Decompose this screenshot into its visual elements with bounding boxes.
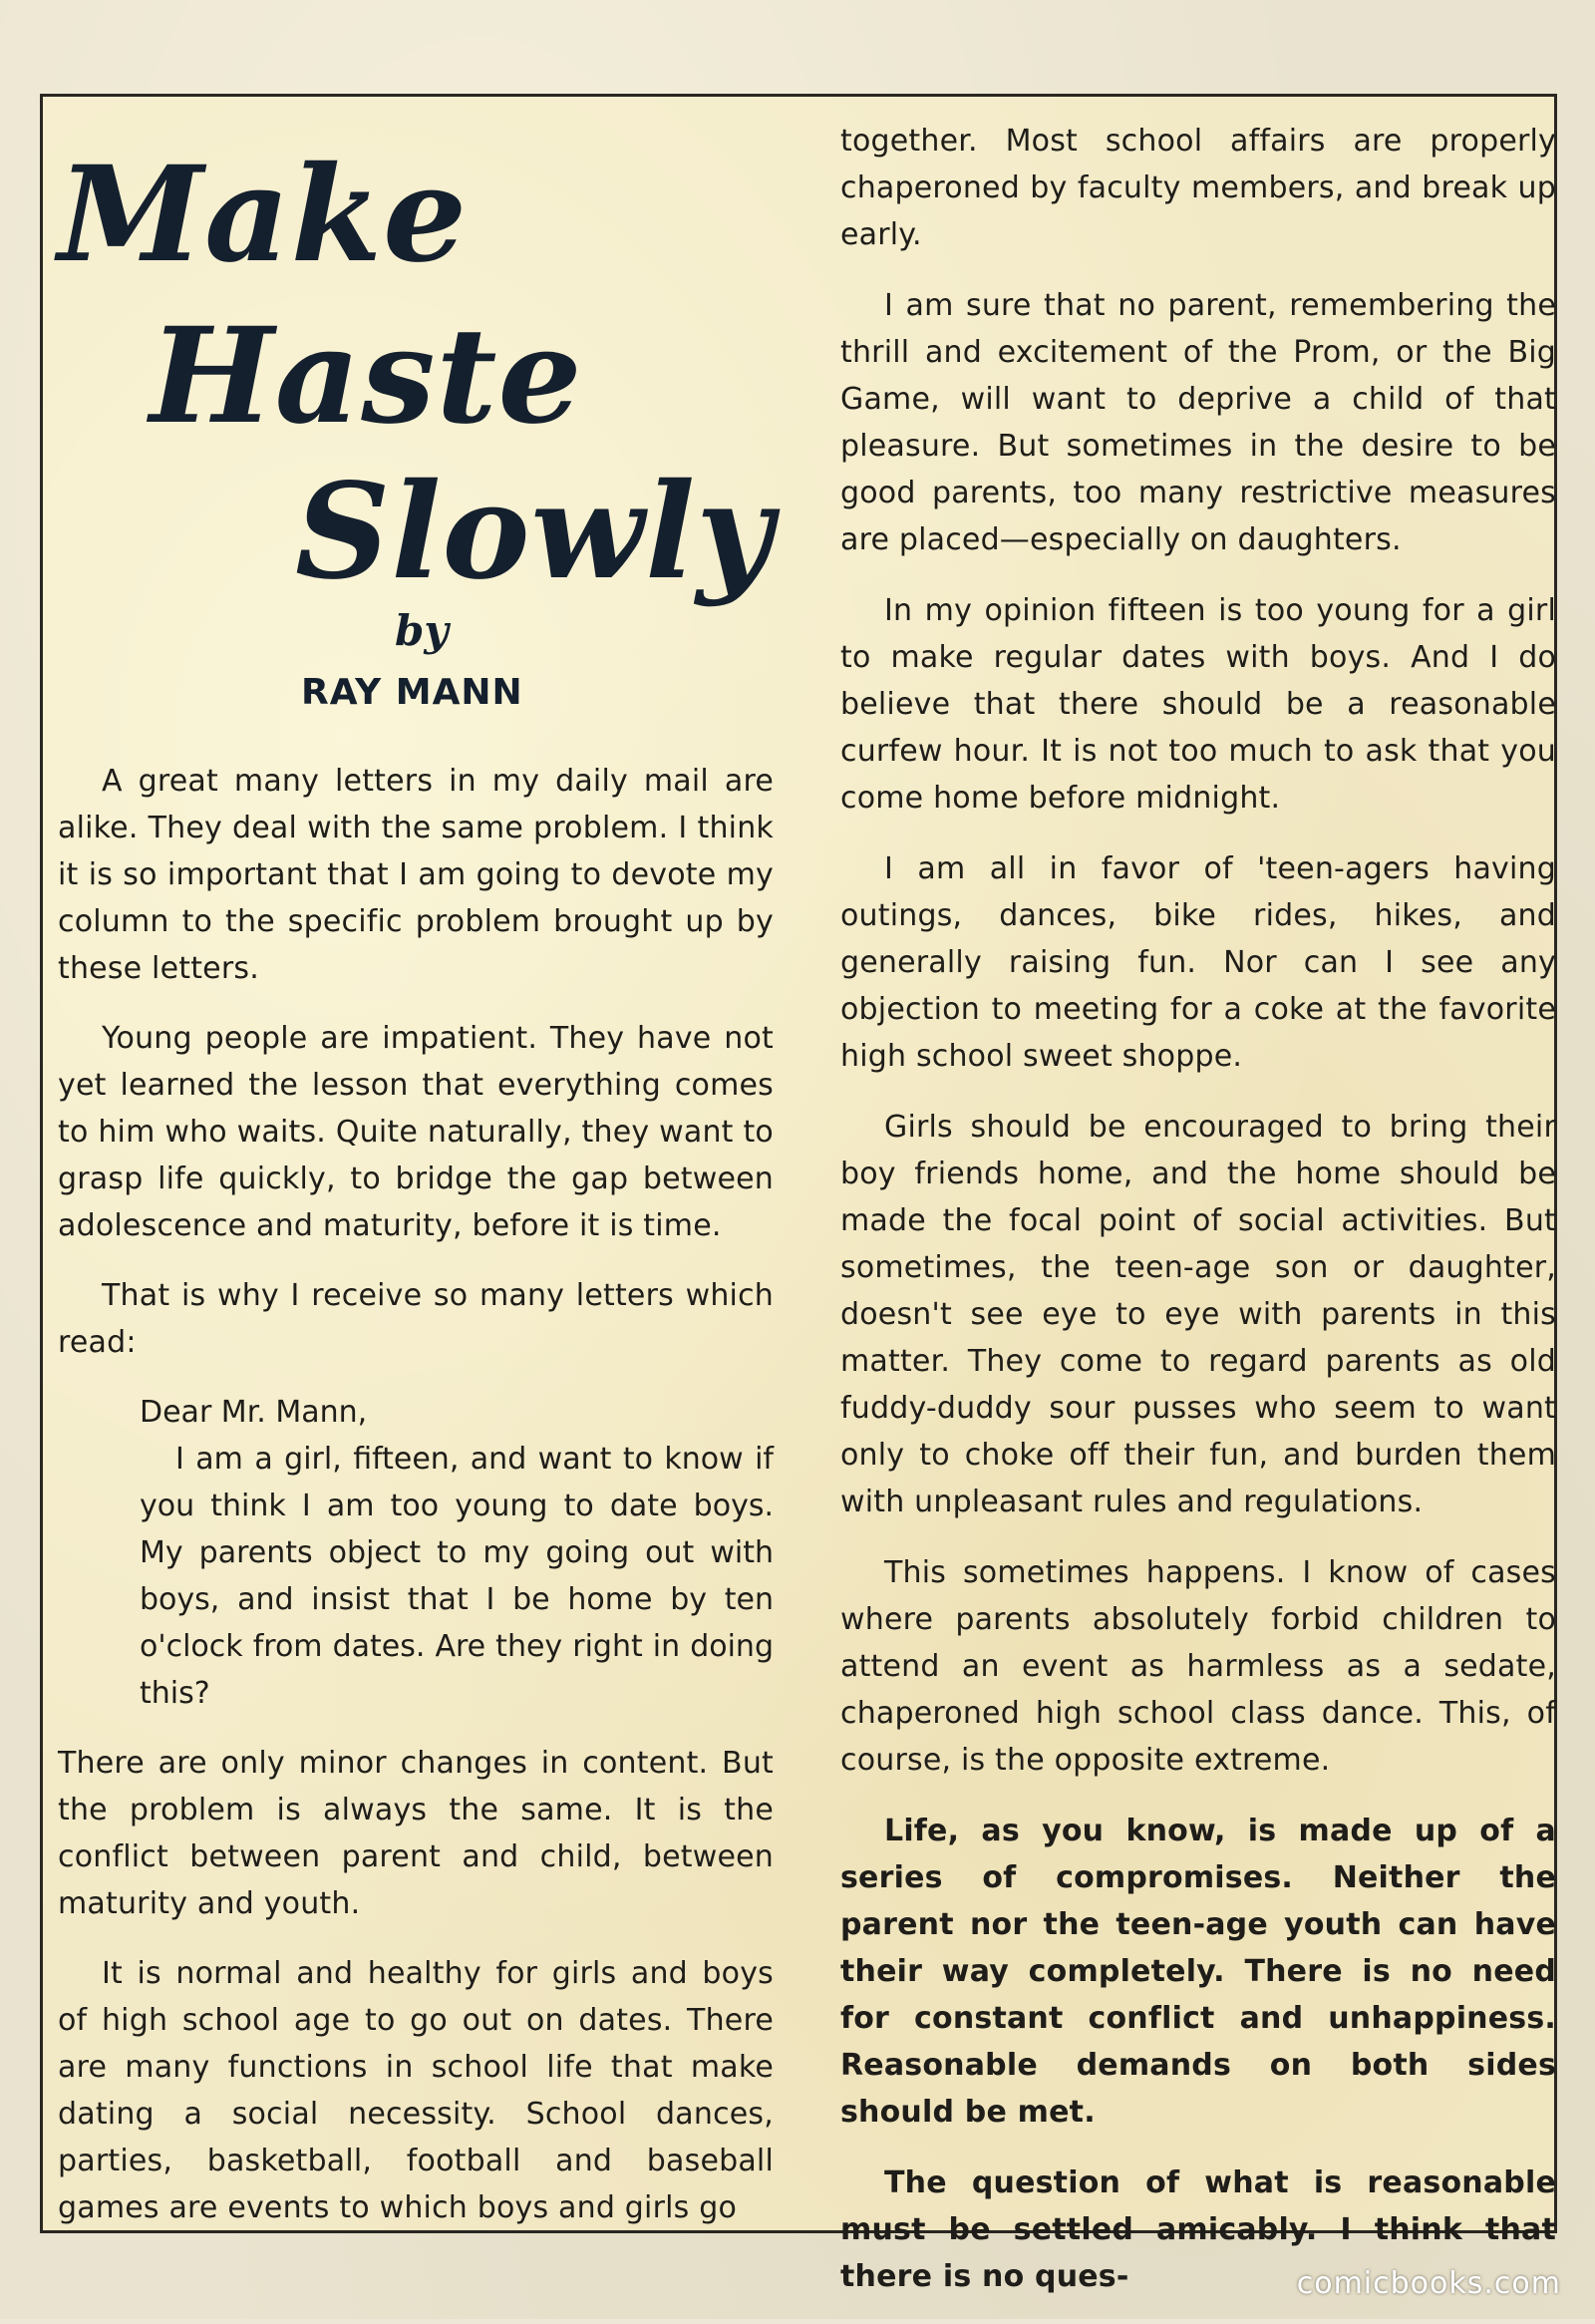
- byline-author: RAY MANN: [301, 672, 523, 713]
- paragraph: Young people are impatient. They have not yet learned the lesson that everything comes to him who waits. Quite naturally, they want to grasp life quickly, to bridge the gap between adolescence and maturity, before it is time.: [58, 1021, 774, 1243]
- paragraph: This sometimes happens. I know of cases where parents absolutely forbid children to attend an event as harmless as a sedate, chaperoned high school class dance. This, of course, is the opposite extreme.: [840, 1555, 1556, 1778]
- reader-letter: [140, 1389, 774, 1717]
- paragraph: I am all in favor of 'teen-agers having outings, dances, bike rides, hikes, and generally raising fun. Nor can I see any objection to meeting for a coke at the favorite high school sweet shoppe.: [840, 851, 1556, 1074]
- byline-by: by: [395, 606, 449, 655]
- title-line-1: Make: [58, 138, 469, 292]
- paragraph: It is normal and healthy for girls and boys of high school age to go out on dates. There are many functions in school life that make dating a social necessity. School dances, parties, basketball, football and baseball games are events to which boys and girls go: [58, 1956, 774, 2225]
- right-column: [840, 118, 1556, 2324]
- paragraph: In my opinion fifteen is too young for a girl to make regular dates with boys. And I do believe that there should be a reasonable curfew hour. It is not too much to ask that you come home before midnight.: [840, 593, 1556, 816]
- letter-salutation: Dear Mr. Mann,: [140, 1395, 368, 1430]
- watermark: comicbooks.com: [1296, 2266, 1561, 2301]
- paragraph: That is why I receive so many letters which read:: [58, 1278, 774, 1360]
- paragraph: The question of what is reasonable must be settled amicably. I think that there is no ques-: [840, 2165, 1556, 2294]
- left-column: [58, 758, 774, 2254]
- paragraph: Life, as you know, is made up of a series of compromises. Neither the parent nor the teen-age youth can have their way completely. There is no need for constant conflict and unhappiness. Reasonable demands on both sides should be met.: [840, 1814, 1556, 2130]
- paragraph: There are only minor changes in content. But the problem is always the same. It is the conflict between parent and child, between maturity and youth.: [58, 1746, 774, 1921]
- letter-body: I am a girl, fifteen, and want to know if you think I am too young to date boys. My parents object to my going out with boys, and insist that I be home by ten o'clock from dates. Are they right in doing this?: [140, 1442, 774, 1711]
- paragraph: Girls should be encouraged to bring their boy friends home, and the home should be made the focal point of social activities. But sometimes, the teen-age son or daughter, doesn't see eye to eye with parents in this matter. They come to regard parents as old fuddy-duddy sour pusses who seem to want only to choke off their fun, and burden them with unpleasant rules and regulations.: [840, 1110, 1556, 1519]
- paragraph: A great many letters in my daily mail are alike. They deal with the same problem. I think it is so important that I am going to devote my column to the specific problem brought up by these letters.: [58, 764, 774, 986]
- paragraph: I am sure that no parent, remembering the thrill and excitement of the Prom, or the Big Game, will want to deprive a child of that pleasure. But sometimes in the desire to be good parents, too many restrictive measures are placed—especially on daughters.: [840, 288, 1556, 557]
- title-line-3: Slowly: [295, 455, 774, 609]
- title-line-2: Haste: [150, 299, 583, 454]
- paragraph: together. Most school affairs are properly chaperoned by faculty members, and break up early.: [840, 124, 1556, 252]
